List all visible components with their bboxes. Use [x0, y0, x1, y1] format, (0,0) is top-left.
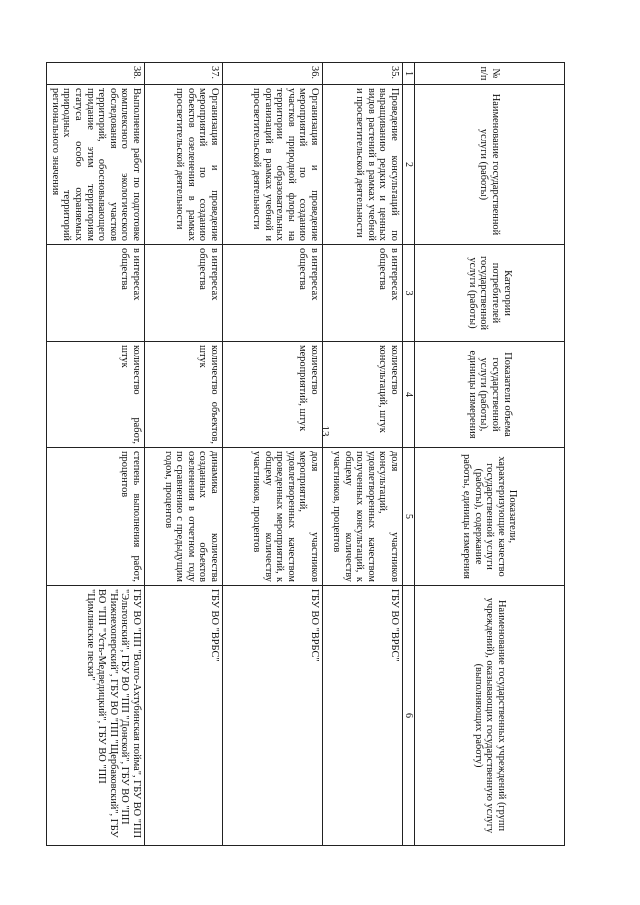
service-name: Проведение консультаций по выращиванию редких и ценных видов растений в рамках учебной и просветительской деятельности: [322, 84, 402, 244]
service-name: Организация и проведение мероприятий по созданию объектов озеленения в рамках просветительской деятельности: [144, 84, 222, 244]
table-row: [222, 62, 322, 845]
institution: ГБУ ВО "ВРБС": [222, 585, 322, 845]
header-volume-indicators: Показатели объема государственной услуги (работы), единицы измерения: [414, 341, 564, 447]
service-name: Выполнение работ по подготовке комплексного экологического обследования участков территорий, обосновывающего придание этим территориям статуса особо охраняемых природных территорий регионального значения: [46, 84, 144, 244]
quality-indicator: доля участников мероприятий, удовлетворенных качеством проведенных мероприятий, к общему количеству участников, процентов: [222, 447, 322, 585]
consumer-category: в интересах общества: [322, 244, 402, 341]
row-number: 38.: [46, 62, 144, 84]
quality-indicator: доля участников консультаций, удовлетворенных качеством полученных консультаций, к общему количеству участников, процентов: [322, 447, 402, 585]
table-header-row: [414, 62, 564, 845]
institution: ГБУ ВО "ВРБС": [144, 585, 222, 845]
row-number: 35.: [322, 62, 402, 84]
column-number: 6: [402, 585, 414, 845]
institution: ГБУ ВО "ПП "Волго-Ахтубинская пойма", ГБУ ВО "ПП "Эльтонский", ГБУ ВО "ПП "Донской", ГБУ ВО "ПП "Нижнехоперский", ГБУ ВО "ПП "Щербаковский", ГБУ ВО "ПП "Усть-Медведицкий", ГБУ ВО "ПП "Цимлянские пески": [46, 585, 144, 845]
column-number: 3: [402, 244, 414, 341]
services-table: [46, 62, 565, 846]
consumer-category: в интересах общества: [144, 244, 222, 341]
volume-indicator: количество объектов, штук: [144, 341, 222, 447]
quality-indicator: степень выполнения работ, процентов: [46, 447, 144, 585]
column-number: 4: [402, 341, 414, 447]
volume-indicator: количество консультаций, штук: [322, 341, 402, 447]
header-number: № п/п: [414, 62, 564, 84]
column-number: 2: [402, 84, 414, 244]
table-row: [144, 62, 222, 845]
table-row: [322, 62, 402, 845]
institution: ГБУ ВО "ВРБС": [322, 585, 402, 845]
column-number: 5: [402, 447, 414, 585]
service-name: Организация и проведение мероприятий по созданию участков природной флоры на территории образовательных организаций в рамках учебной и просветительской деятельности: [222, 84, 322, 244]
header-institutions: Наименование государственных учреждений (групп учреждений), оказывающих государственную услугу (выполняющих работу): [414, 585, 564, 845]
consumer-category: в интересах общества: [222, 244, 322, 341]
column-number-row: [402, 62, 414, 845]
table-row: [46, 62, 144, 845]
row-number: 37.: [144, 62, 222, 84]
header-service-name: Наименование государственной услуги (работы): [414, 84, 564, 244]
volume-indicator: количество мероприятий, штук: [222, 341, 322, 447]
header-quality-indicators: Показатели, характеризующие качество государственной услуги (работы), содержание работы, единицы измерения: [414, 447, 564, 585]
page-number: 13: [319, 425, 331, 437]
header-consumer-category: Категории потребителей государственной услуги (работы): [414, 244, 564, 341]
rotated-table-container: [49, 62, 565, 845]
consumer-category: в интересах общества: [46, 244, 144, 341]
quality-indicator: динамика количества созданных объектов озеленения в отчетном году по сравнению с предыдущим годом, процентов: [144, 447, 222, 585]
volume-indicator: количество работ, штук: [46, 341, 144, 447]
column-number: 1: [402, 62, 414, 84]
row-number: 36.: [222, 62, 322, 84]
